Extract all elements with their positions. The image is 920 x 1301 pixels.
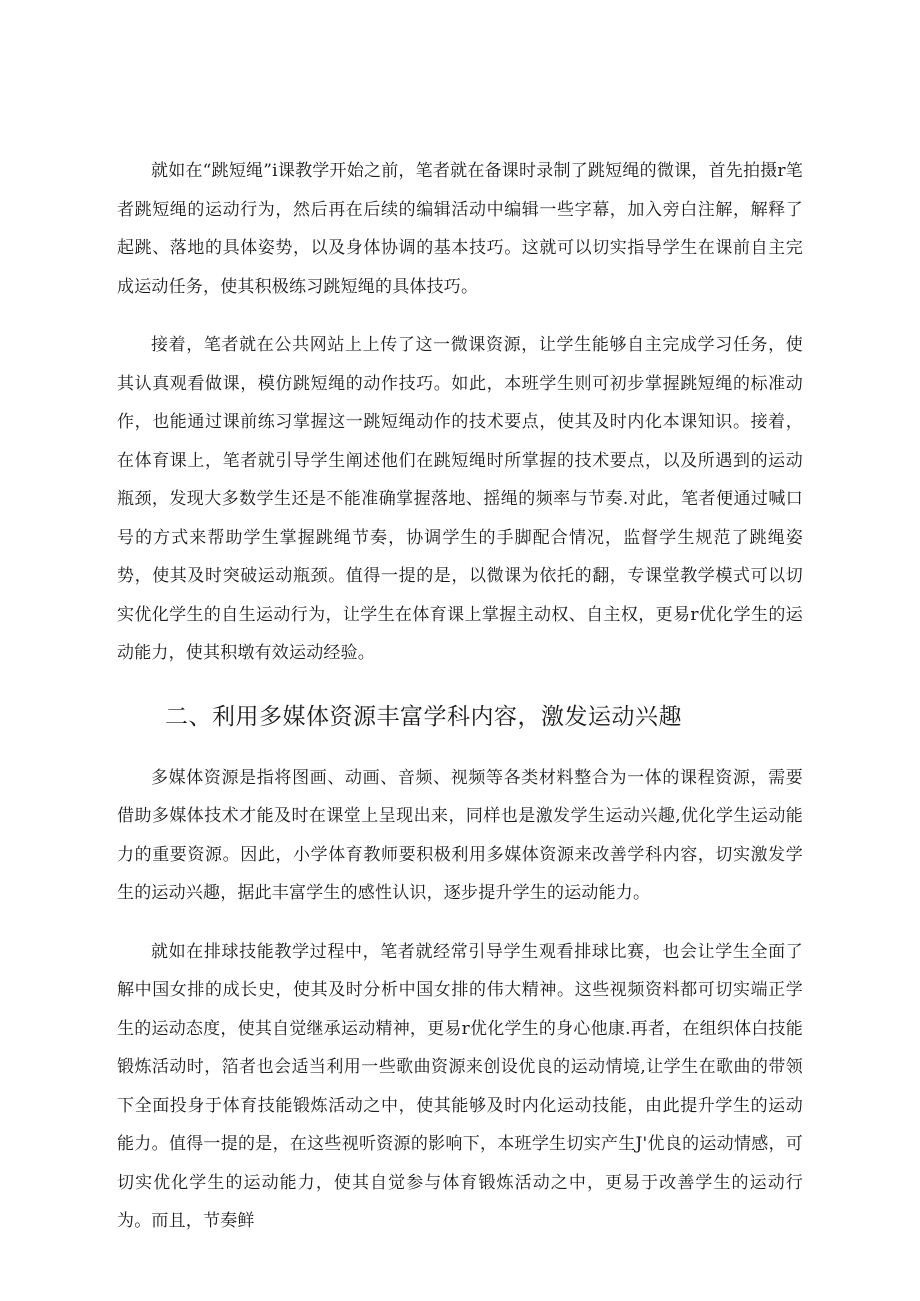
document-body <box>117 152 803 1241</box>
paragraph-flipped-classroom: 接着，笔者就在公共网站上上传了这一微课资源，让学生能够自主完成学习任务，使其认真观看做课，模仿跳短绳的动作技巧。如此，本班学生则可初步掌握跳短绳的标准动作，也能通过课前练习掌握这一跳短绳动作的技术要点，使其及时内化本课知识。接着，在体育课上，笔者就引导学生阐述他们在跳短绳时所掌握的技术要点，以及所遇到的运动瓶颈，发现大多数学生还是不能准确掌握落地、摇绳的频率与节奏.对此，笔者便通过喊口号的方式来帮助学生掌握跳绳节奏，协调学生的手脚配合情况，监督学生规范了跳绳姿势，使其及时突破运动瓶颈。值得一提的是，以微课为依托的翻，专课堂教学模式可以切实优化学生的自生运动行为，让学生在体育课上掌握主动权、自主权，更易r优化学生的运动能力，使其积墩有效运动经验。 <box>117 335 803 663</box>
paragraph-volleyball-teaching: 就如在排球技能教学过程中，笔者就经常引导学生观看排球比赛，也会让学生全面了解中国女排的成长史，使其及时分析中国女排的伟大精神。这些视频资料都可切实端正学生的运动态度，使其自觉继承运动精神，更易r优化学生的身心他康.再者，在组织体白技能锻炼活动时，箔者也会适当利用一些歌曲资源来创设优良的运动情境,让学生在歌曲的带领下全面投身于体育技能锻炼活动之中，使其能够及时内化运动技能，由此提升学生的运动能力。值得一提的是，在这些视听资源的影响下，本班学生切实产生J'优良的运动情感，可切实优化学生的运动能力，使其自觉参与体育锻炼活动之中，更易于改善学生的运动行为。而且，节奏鲜 <box>117 941 803 1231</box>
paragraph-jump-rope-microlesson: 就如在“跳短绳”i课教学开始之前，笔者就在备课时录制了跳短绳的微课，首先拍摄r笔者跳短绳的运动行为，然后再在后续的编辑活动中编辑一些字幕，加入旁白注解，解释了起跳、落地的具体姿势，以及身体协调的基本技巧。这就可以切实指导学生在课前自主完成运动任务，使其积极练习跳短绳的具体技巧。 <box>117 161 803 297</box>
section-heading: 二、利用多媒体资源丰富学科内容，激发运动兴趣 <box>165 703 682 730</box>
paragraph-multimedia-resources: 多媒体资源是指将图画、动画、音频、视频等各类材料整合为一体的课程资源，需要借助多媒体技术才能及时在课堂上呈现出来，同样也是激发学生运动兴趣,优化学生运动能力的重要资源。因此，小学体育教师要积极利用多媒体资源来改善学科内容，切实激发学生的运动兴趣，据此丰富学生的感性认识，逐步提升学生的运动能力。 <box>117 767 803 903</box>
